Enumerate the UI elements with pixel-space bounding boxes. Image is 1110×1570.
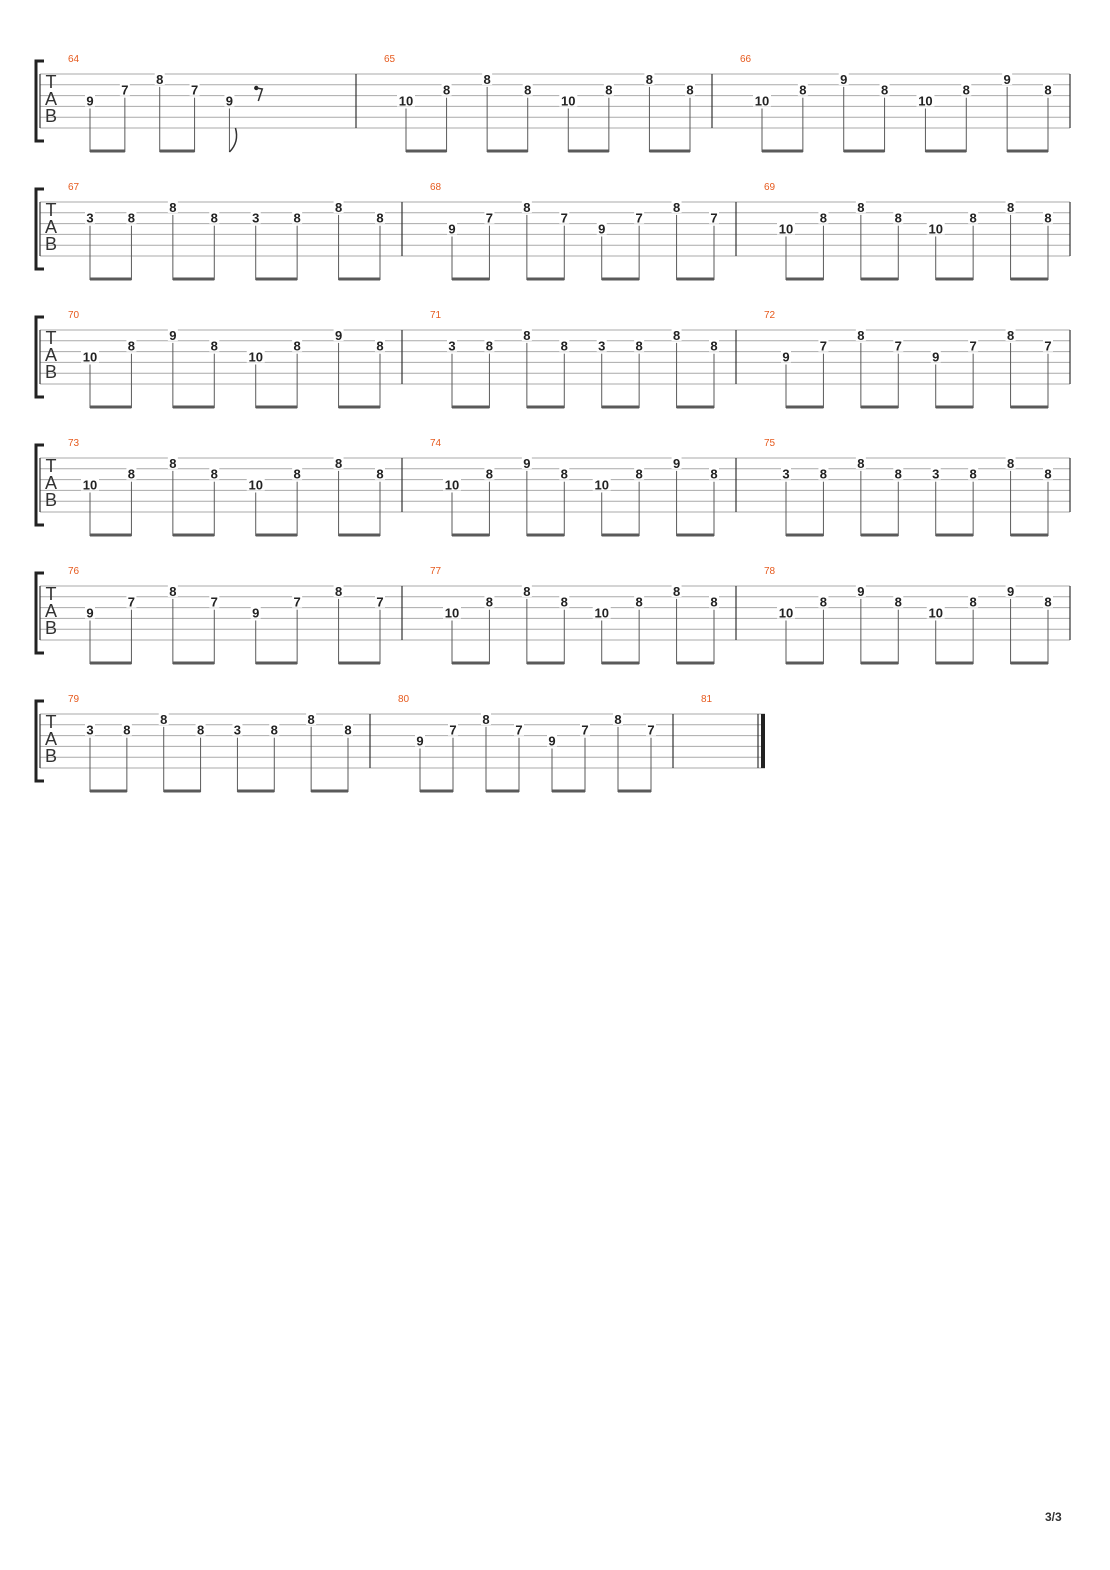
fret-number: 8	[524, 82, 532, 98]
tab-clef-letter: A	[44, 473, 58, 493]
fret-number: 10	[82, 349, 98, 365]
fret-number: 8	[376, 466, 384, 482]
fret-number: 7	[969, 338, 977, 354]
measure-number: 68	[430, 182, 442, 193]
fret-number: 8	[710, 594, 718, 610]
fret-number: 8	[857, 327, 865, 343]
fret-number: 9	[334, 327, 343, 343]
fret-number: 8	[894, 466, 902, 482]
fret-number: 8	[293, 466, 301, 482]
fret-number: 10	[778, 605, 794, 621]
fret-number: 9	[840, 71, 848, 87]
tab-clef-letter: T	[45, 712, 57, 732]
fret-number: 10	[778, 221, 794, 237]
fret-number: 7	[121, 82, 129, 98]
fret-number: 8	[1006, 327, 1015, 343]
fret-number: 8	[127, 210, 136, 226]
fret-number: 8	[672, 199, 681, 215]
tab-clef-letter: B	[44, 234, 58, 254]
fret-number: 8	[962, 82, 970, 98]
fret-number: 8	[196, 722, 205, 738]
fret-number: 8	[880, 82, 889, 98]
fret-number: 10	[928, 605, 943, 621]
fret-number: 10	[82, 477, 98, 493]
fret-number: 10	[444, 605, 460, 621]
measure-number: 66	[740, 54, 752, 65]
fret-number: 9	[169, 327, 177, 343]
tab-clef-letter: A	[44, 217, 58, 237]
fret-number: 8	[160, 711, 168, 727]
fret-number: 8	[523, 327, 531, 343]
fret-number: 7	[449, 722, 457, 738]
fret-number: 9	[523, 455, 531, 471]
fret-number: 8	[523, 583, 531, 599]
fret-number: 8	[483, 71, 491, 87]
page-number: 3/3	[1045, 1510, 1062, 1524]
fret-number: 8	[605, 82, 613, 98]
fret-number: 3	[448, 338, 456, 354]
measure-number: 76	[68, 566, 80, 577]
fret-number: 7	[515, 722, 523, 738]
fret-number: 8	[894, 210, 902, 226]
fret-number: 8	[969, 594, 977, 610]
fret-number: 7	[819, 338, 828, 354]
fret-number: 7	[710, 210, 718, 226]
fret-number: 8	[819, 210, 828, 226]
measure-number: 77	[430, 566, 442, 577]
fret-number: 8	[442, 82, 451, 98]
fret-number: 8	[485, 338, 494, 354]
fret-number: 10	[928, 221, 943, 237]
fret-number: 8	[857, 455, 865, 471]
fret-number: 3	[782, 466, 790, 482]
fret-number: 10	[248, 349, 263, 365]
fret-number: 8	[127, 338, 136, 354]
fret-number: 9	[598, 221, 606, 237]
fret-number: 9	[548, 733, 556, 749]
measure-number: 71	[430, 310, 442, 321]
fret-number: 8	[334, 583, 343, 599]
tab-system	[36, 54, 1070, 152]
fret-number: 8	[1044, 594, 1052, 610]
fret-number: 8	[1044, 82, 1052, 98]
fret-number: 10	[918, 93, 933, 109]
fret-number: 8	[672, 583, 681, 599]
fret-number: 3	[598, 338, 606, 354]
tab-system	[36, 438, 1070, 536]
fret-number: 9	[857, 583, 865, 599]
measure-number: 67	[68, 182, 80, 193]
fret-number: 7	[647, 722, 655, 738]
fret-number: 7	[190, 82, 199, 98]
fret-number: 9	[932, 349, 940, 365]
measure-number: 72	[764, 310, 776, 321]
fret-number: 7	[376, 594, 384, 610]
measure-number: 78	[764, 566, 776, 577]
tab-system	[36, 566, 1070, 664]
fret-number: 8	[686, 82, 694, 98]
fret-number: 8	[156, 71, 164, 87]
fret-number: 8	[819, 466, 828, 482]
fret-number: 9	[1006, 583, 1015, 599]
fret-number: 8	[344, 722, 352, 738]
fret-number: 8	[672, 327, 681, 343]
fret-number: 10	[444, 477, 460, 493]
fret-number: 3	[252, 210, 260, 226]
fret-number: 9	[252, 605, 260, 621]
fret-number: 8	[376, 338, 384, 354]
fret-number: 10	[398, 93, 414, 109]
tab-clef-letter: B	[44, 362, 58, 382]
measure-number: 65	[384, 54, 396, 65]
fret-number: 8	[710, 338, 718, 354]
fret-number: 3	[932, 466, 940, 482]
fret-number: 8	[645, 71, 654, 87]
tab-clef-letter: T	[45, 328, 57, 348]
fret-number: 7	[635, 210, 643, 226]
fret-number: 8	[560, 466, 568, 482]
tab-system	[36, 310, 1070, 408]
fret-number: 10	[561, 93, 576, 109]
fret-number: 9	[782, 349, 790, 365]
fret-number: 8	[1006, 199, 1015, 215]
fret-number: 8	[1006, 455, 1015, 471]
fret-number: 8	[523, 199, 531, 215]
fret-number: 10	[594, 477, 609, 493]
fret-number: 9	[225, 93, 234, 109]
measure-number: 69	[764, 182, 776, 193]
fret-number: 8	[635, 466, 643, 482]
fret-number: 9	[448, 221, 456, 237]
tab-clef-letter: T	[45, 584, 57, 604]
note-flag	[229, 128, 236, 152]
fret-number: 8	[123, 722, 131, 738]
measure-number: 73	[68, 438, 80, 449]
tab-clef-letter: T	[45, 200, 57, 220]
fret-number: 8	[210, 466, 218, 482]
fret-number: 10	[594, 605, 609, 621]
measure-number: 75	[764, 438, 776, 449]
tab-system	[36, 182, 1070, 280]
tab-clef-letter: A	[44, 345, 58, 365]
fret-number: 8	[334, 455, 343, 471]
fret-number: 8	[169, 455, 177, 471]
fret-number: 8	[635, 338, 643, 354]
fret-number: 8	[293, 338, 301, 354]
fret-number: 7	[127, 594, 136, 610]
fret-number: 8	[1044, 210, 1052, 226]
tab-clef-letter: B	[44, 106, 58, 126]
fret-number: 10	[248, 477, 263, 493]
fret-number: 7	[894, 338, 902, 354]
fret-number: 8	[210, 338, 218, 354]
tab-clef-letter: T	[45, 72, 57, 92]
measure-number: 74	[430, 438, 442, 449]
tab-system	[36, 694, 765, 792]
fret-number: 9	[416, 733, 424, 749]
measure-number: 64	[68, 54, 80, 65]
fret-number: 8	[307, 711, 315, 727]
final-barline-thick	[761, 714, 765, 768]
fret-number: 8	[270, 722, 278, 738]
fret-number: 7	[581, 722, 589, 738]
fret-number: 7	[1044, 338, 1052, 354]
fret-number: 8	[635, 594, 643, 610]
fret-number: 8	[485, 466, 494, 482]
fret-number: 9	[1003, 71, 1011, 87]
tab-clef-letter: A	[44, 729, 58, 749]
fret-number: 9	[86, 605, 94, 621]
measure-number: 80	[398, 694, 410, 705]
fret-number: 7	[210, 594, 218, 610]
tab-clef-letter: A	[44, 601, 58, 621]
fret-number: 8	[560, 594, 568, 610]
fret-number: 8	[485, 594, 494, 610]
fret-number: 8	[482, 711, 490, 727]
fret-number: 9	[86, 93, 94, 109]
measure-number: 79	[68, 694, 80, 705]
fret-number: 3	[86, 210, 94, 226]
fret-number: 8	[799, 82, 807, 98]
measure-number: 70	[68, 310, 80, 321]
fret-number: 8	[127, 466, 136, 482]
fret-number: 8	[614, 711, 622, 727]
fret-number: 8	[1044, 466, 1052, 482]
fret-number: 9	[672, 455, 681, 471]
tab-clef-letter: T	[45, 456, 57, 476]
fret-number: 8	[210, 210, 218, 226]
tab-clef-letter: A	[44, 89, 58, 109]
fret-number: 8	[969, 466, 977, 482]
tab-clef-letter: B	[44, 618, 58, 638]
fret-number: 8	[376, 210, 384, 226]
fret-number: 8	[293, 210, 301, 226]
fret-number: 8	[969, 210, 977, 226]
fret-number: 8	[560, 338, 568, 354]
fret-number: 8	[334, 199, 343, 215]
fret-number: 7	[485, 210, 494, 226]
fret-number: 8	[710, 466, 718, 482]
fret-number: 7	[560, 210, 568, 226]
fret-number: 8	[169, 199, 177, 215]
measure-number: 81	[701, 694, 713, 705]
fret-number: 8	[894, 594, 902, 610]
tab-clef-letter: B	[44, 746, 58, 766]
tab-clef-letter: B	[44, 490, 58, 510]
fret-number: 8	[819, 594, 828, 610]
fret-number: 10	[754, 93, 770, 109]
fret-number: 7	[293, 594, 301, 610]
fret-number: 8	[857, 199, 865, 215]
fret-number: 8	[169, 583, 177, 599]
fret-number: 3	[86, 722, 94, 738]
fret-number: 3	[233, 722, 242, 738]
